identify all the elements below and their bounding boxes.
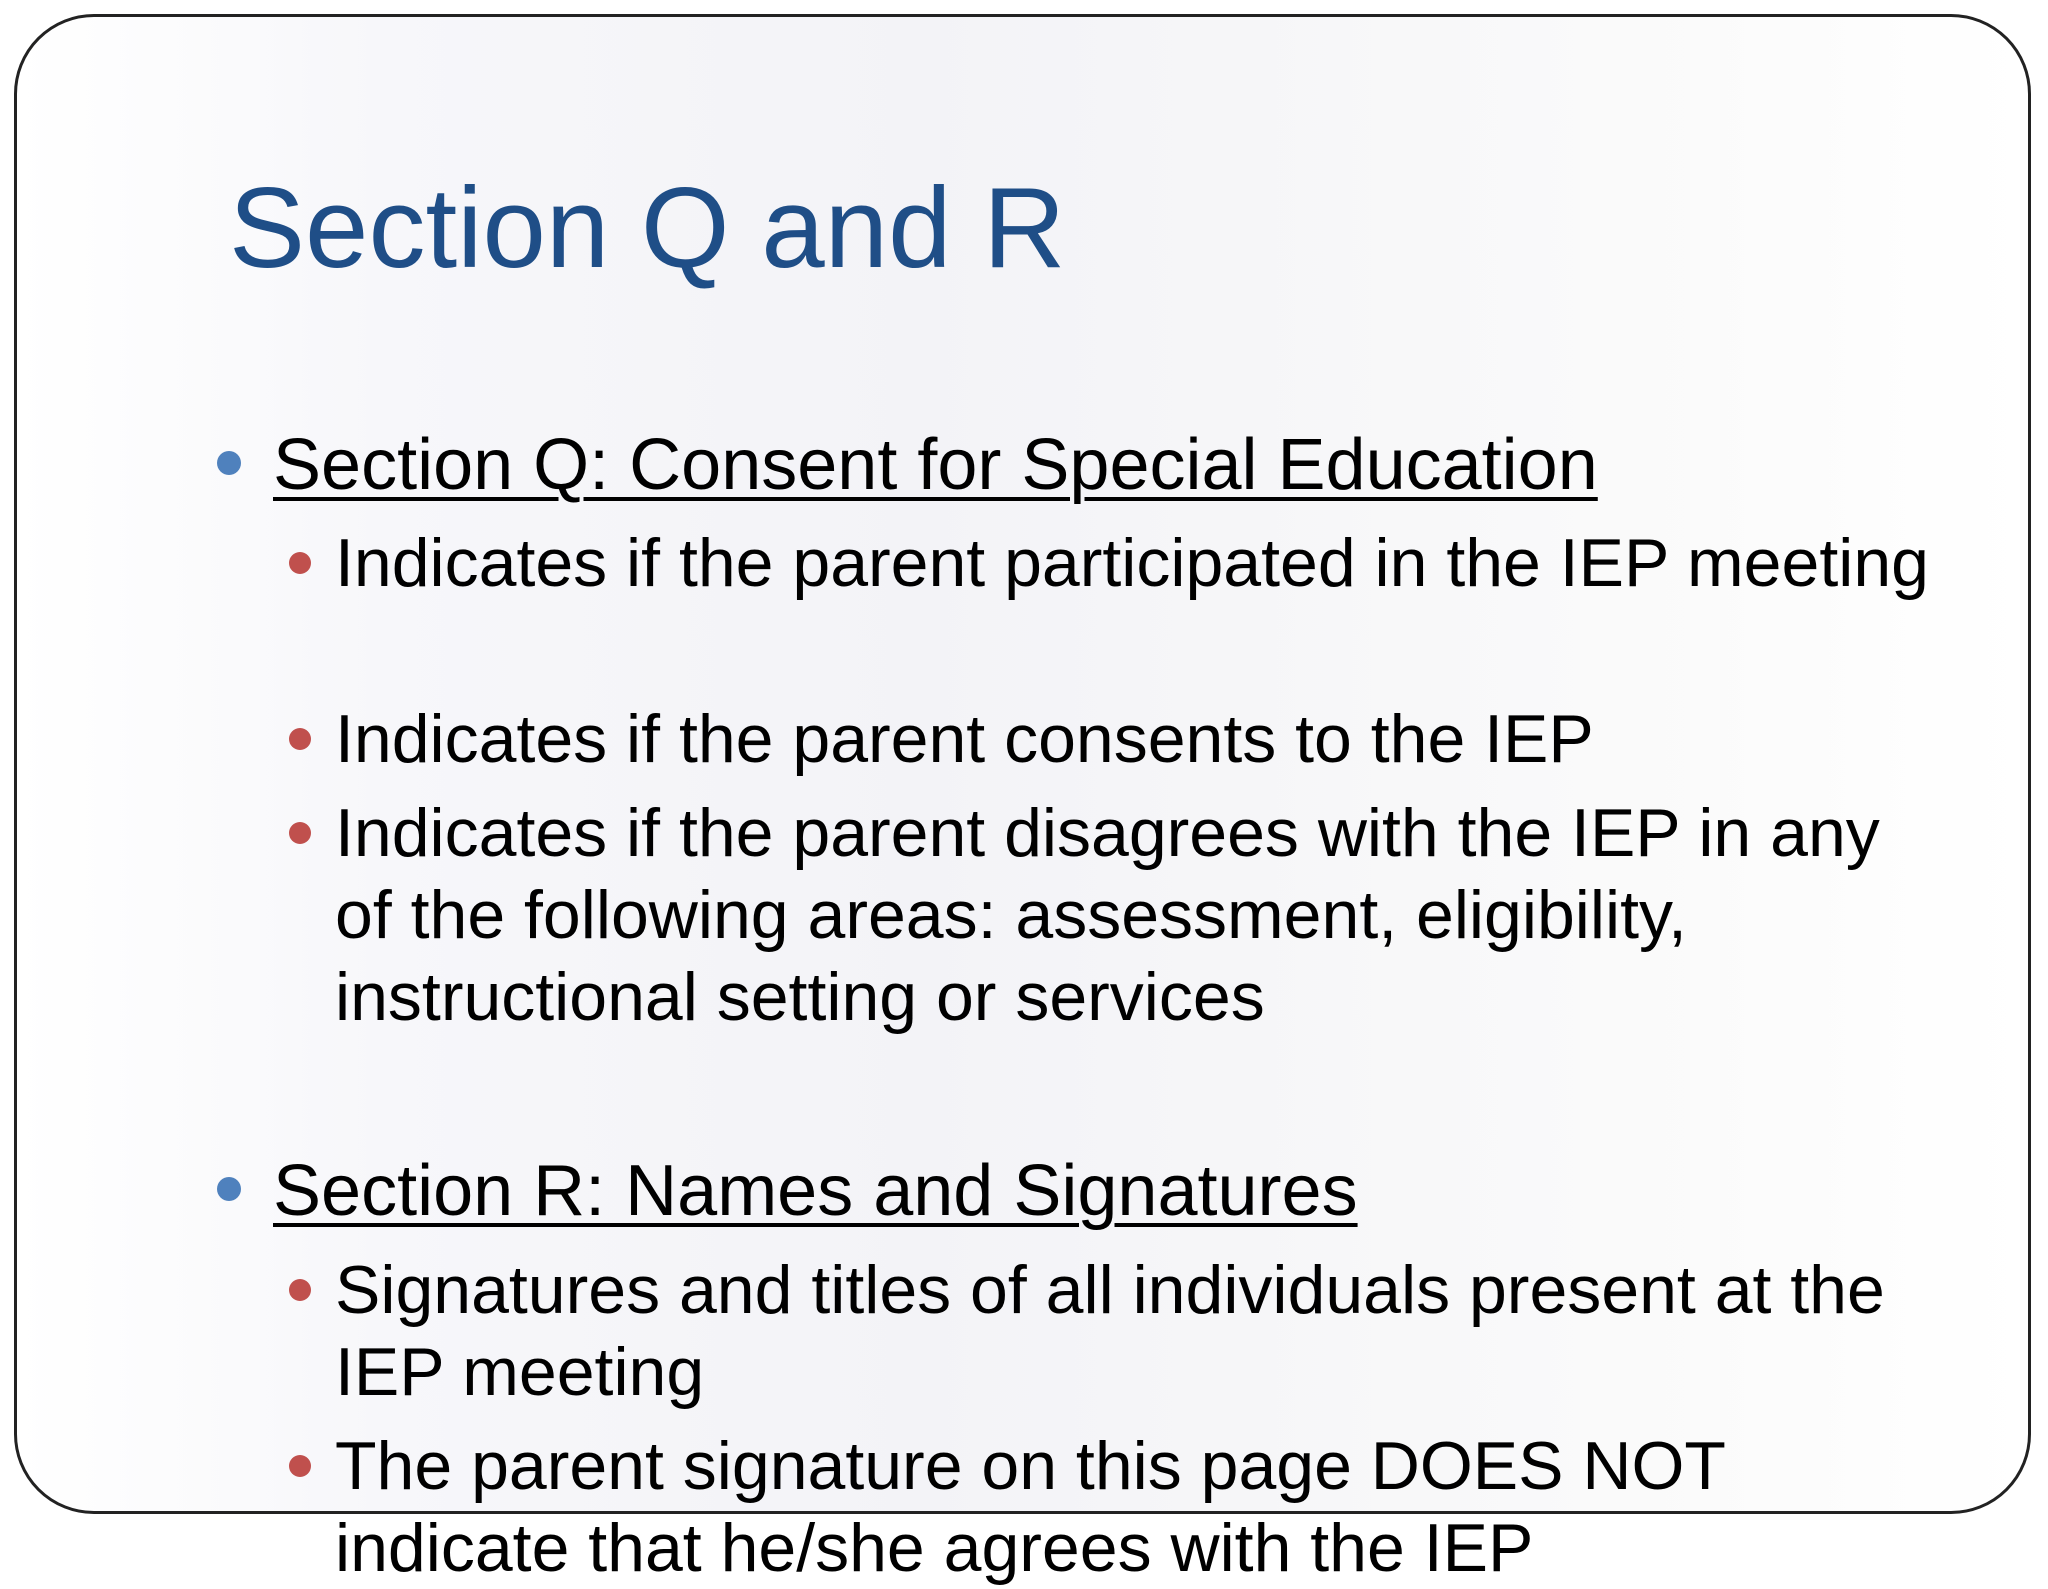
slide-frame xyxy=(14,14,2031,1586)
section-r-item-1: Signatures and titles of all individuals present at the IEP meeting xyxy=(335,1252,1885,1410)
sub-bullet-dot-icon xyxy=(289,1279,311,1301)
slide-title: Section Q and R xyxy=(229,165,1066,292)
sub-bullet-dot-icon xyxy=(289,728,311,750)
section-q-item-3: Indicates if the parent disagrees with the IEP in any of the following areas: assessment, eligibility, instructional setting or services xyxy=(335,795,1880,1035)
section-r-item-2: The parent signature on this page DOES NOT indicate that he/she agrees with the IEP xyxy=(335,1428,1725,1586)
sub-bullet-dot-icon xyxy=(289,822,311,844)
slide-body xyxy=(17,17,2028,1586)
sub-bullet-dot-icon xyxy=(289,552,311,574)
section-q-heading: Section Q: Consent for Special Education xyxy=(273,425,1598,505)
section-q-item-1: Indicates if the parent participated in the IEP meeting xyxy=(335,525,1929,601)
bullet-dot-icon xyxy=(217,1177,241,1201)
bullet-dot-icon xyxy=(217,451,241,475)
section-r-heading: Section R: Names and Signatures xyxy=(273,1151,1358,1231)
sub-bullet-dot-icon xyxy=(289,1455,311,1477)
section-q-item-2: Indicates if the parent consents to the IEP xyxy=(335,701,1594,777)
